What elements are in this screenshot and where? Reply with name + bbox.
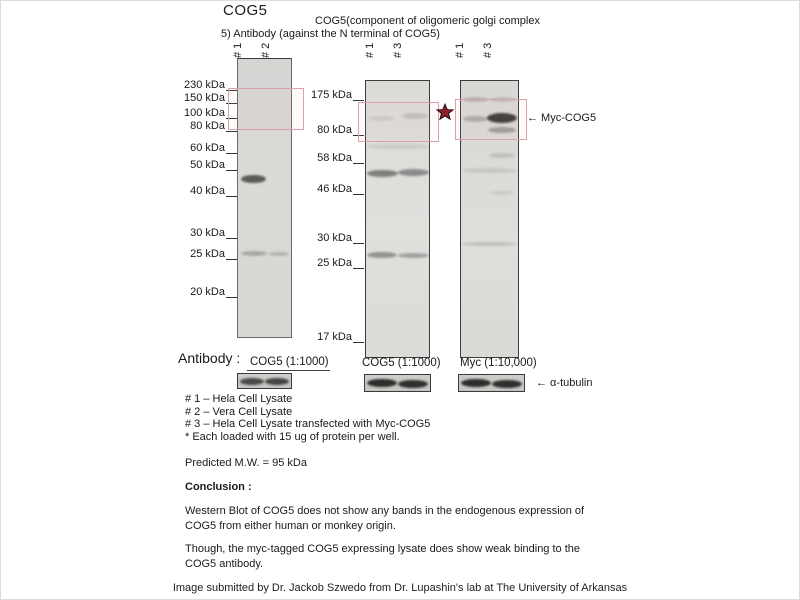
legend-line-3: # 3 – Hela Cell Lysate transfected with Myc-COG5 bbox=[185, 418, 431, 431]
conclusion-paragraph-2: Though, the myc-tagged COG5 expressing lysate does show weak binding to the COG5 antibody. bbox=[185, 543, 581, 570]
antibody-name-middle: COG5 (1:1000) bbox=[362, 357, 441, 369]
band bbox=[462, 168, 517, 173]
conclusion-heading: Conclusion : bbox=[185, 481, 252, 493]
mw-marker-label: 25 kDa bbox=[317, 257, 352, 269]
tick-line bbox=[353, 240, 364, 244]
lane-label-right-1: # 1 bbox=[454, 42, 466, 58]
mw-marker-label: 175 kDa bbox=[311, 89, 352, 101]
highlight-box-middle bbox=[358, 102, 439, 142]
tick-line bbox=[226, 294, 237, 298]
mw-marker bbox=[305, 231, 364, 244]
mw-marker bbox=[178, 158, 237, 171]
lane-label-left-1: # 1 bbox=[232, 42, 244, 58]
mw-marker bbox=[178, 141, 237, 154]
mw-marker-label: 80 kDa bbox=[317, 124, 352, 136]
image-credit-caption: Image submitted by Dr. Jackob Szwedo from Dr. Lupashin's lab at The University of Arkansas bbox=[172, 582, 628, 594]
mw-marker bbox=[305, 256, 364, 269]
mw-marker bbox=[305, 123, 364, 136]
tubulin-strip-middle bbox=[364, 374, 431, 392]
band bbox=[489, 153, 515, 158]
band bbox=[367, 170, 398, 177]
mw-marker-label: 20 kDa bbox=[190, 286, 225, 298]
conclusion-paragraph-1: Western Blot of COG5 does not show any bands in the endogenous expression of COG5 from either human or monkey origin. bbox=[185, 505, 585, 532]
predicted-mw: Predicted M.W. = 95 kDa bbox=[185, 457, 307, 469]
highlight-box-left bbox=[228, 88, 304, 130]
mw-marker-label: 100 kDa bbox=[184, 107, 225, 119]
band bbox=[241, 251, 267, 256]
mw-marker-label: 60 kDa bbox=[190, 142, 225, 154]
antibody-row-label: Antibody : bbox=[178, 350, 241, 366]
band bbox=[241, 175, 266, 183]
tick-line bbox=[353, 191, 364, 195]
tick-line bbox=[226, 167, 237, 171]
band bbox=[492, 380, 522, 388]
myc-cog5-band-label: ← Myc-COG5 bbox=[527, 112, 597, 124]
band bbox=[265, 378, 289, 385]
tick-line bbox=[353, 339, 364, 343]
star-icon bbox=[436, 103, 454, 121]
lane-legend bbox=[185, 393, 430, 443]
mw-marker-label: 30 kDa bbox=[317, 232, 352, 244]
tick-line bbox=[353, 265, 364, 269]
lane-label-middle-2: # 3 bbox=[392, 42, 404, 58]
mw-marker-label: 17 kDa bbox=[317, 331, 352, 343]
mw-marker-label: 80 kDa bbox=[190, 120, 225, 132]
mw-marker-label: 46 kDa bbox=[317, 183, 352, 195]
band bbox=[461, 379, 491, 387]
band bbox=[240, 378, 264, 385]
tick-line bbox=[226, 150, 237, 154]
band bbox=[489, 191, 514, 195]
mw-marker bbox=[305, 88, 364, 101]
highlight-box-right bbox=[455, 99, 527, 140]
subtitle-line-1: COG5(component of oligomeric golgi complex bbox=[315, 15, 540, 27]
mw-marker-label: 50 kDa bbox=[190, 159, 225, 171]
antibody-underline bbox=[247, 370, 330, 371]
band bbox=[367, 252, 397, 258]
legend-line-4: * Each loaded with 15 ug of protein per well. bbox=[185, 430, 400, 443]
band bbox=[367, 379, 397, 387]
antibody-name-left: COG5 (1:1000) bbox=[250, 356, 329, 368]
mw-marker bbox=[305, 330, 364, 343]
subtitle-line-2: 5) Antibody (against the N terminal of COG5) bbox=[221, 28, 440, 40]
mw-marker bbox=[305, 182, 364, 195]
page-title: COG5 bbox=[223, 2, 268, 19]
mw-marker bbox=[178, 226, 237, 239]
mw-marker bbox=[178, 285, 237, 298]
mw-marker-label: 150 kDa bbox=[184, 92, 225, 104]
lane-label-middle-1: # 1 bbox=[364, 42, 376, 58]
mw-marker-label: 40 kDa bbox=[190, 185, 225, 197]
mw-marker bbox=[178, 247, 237, 260]
band bbox=[398, 169, 429, 176]
tick-line bbox=[226, 235, 237, 239]
legend-line-1: # 1 – Hela Cell Lysate bbox=[185, 393, 293, 405]
lane-label-right-2: # 3 bbox=[482, 42, 494, 58]
mw-marker-label: 30 kDa bbox=[190, 227, 225, 239]
mw-marker-label: 58 kDa bbox=[317, 152, 352, 164]
lane-label-left-2: # 2 bbox=[260, 42, 272, 58]
band bbox=[366, 144, 430, 149]
mw-marker-label: 25 kDa bbox=[190, 248, 225, 260]
tick-line bbox=[353, 97, 364, 101]
band bbox=[398, 253, 429, 258]
tubulin-strip-right bbox=[458, 374, 525, 392]
alpha-tubulin-label: ← α-tubulin bbox=[536, 377, 593, 389]
band bbox=[398, 380, 428, 388]
tick-line bbox=[226, 256, 237, 260]
antibody-name-right: Myc (1:10,000) bbox=[460, 357, 537, 369]
mw-marker bbox=[305, 151, 364, 164]
tick-line bbox=[226, 193, 237, 197]
band bbox=[462, 242, 517, 246]
tubulin-strip-left bbox=[237, 373, 292, 389]
tick-line bbox=[353, 160, 364, 164]
band bbox=[269, 252, 289, 256]
legend-line-2: # 2 – Vera Cell Lysate bbox=[185, 405, 293, 418]
mw-marker bbox=[178, 184, 237, 197]
mw-marker-label: 230 kDa bbox=[184, 79, 225, 91]
